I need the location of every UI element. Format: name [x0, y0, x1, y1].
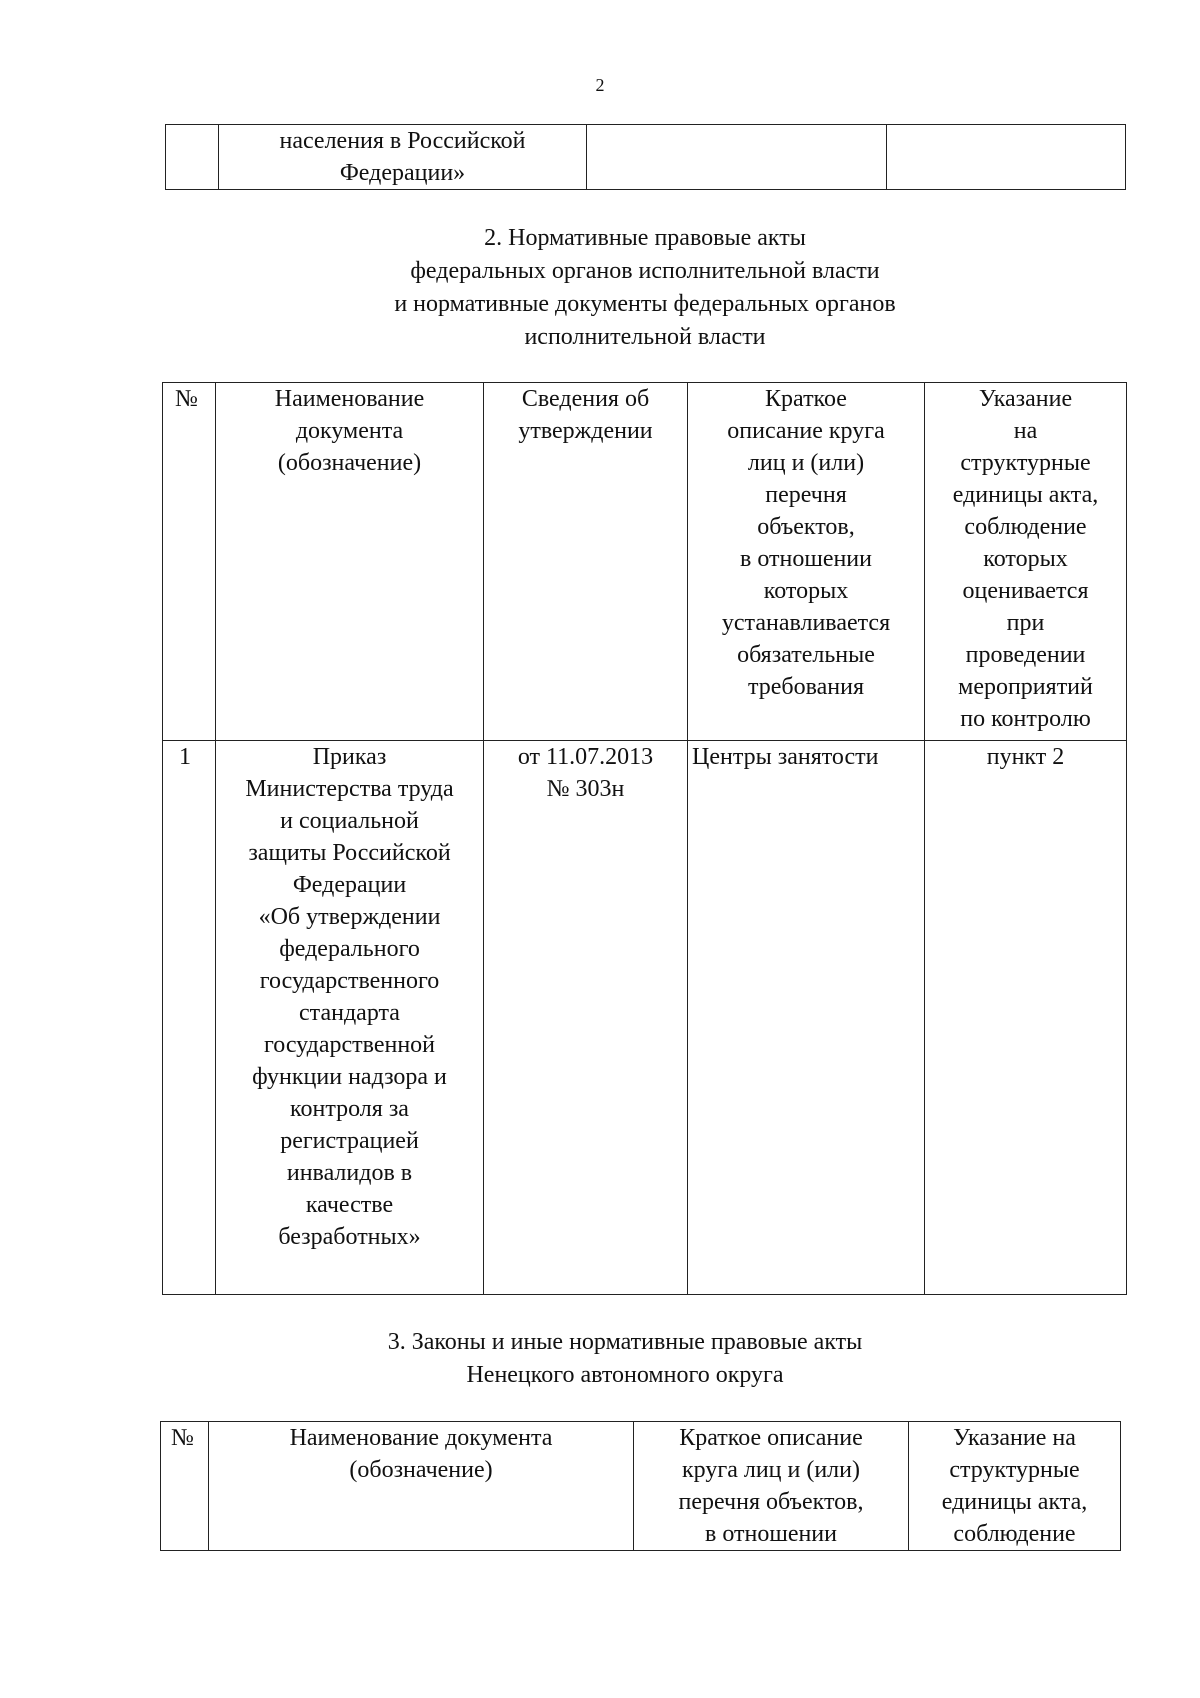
- row-num-text: 1: [179, 744, 191, 770]
- header-description: [688, 383, 925, 741]
- row-name: [216, 741, 484, 1295]
- header-num-text: №: [175, 386, 198, 412]
- document-name-cell: [219, 125, 587, 190]
- approval-cell: [587, 125, 887, 190]
- row-name-text: Приказ Министерства труда и социальной защиты Российской Федерации «Об утверждении федерального государственного стандарта государственной функции надзора и контроля за регистрацией инвалидов в качестве безработных»: [245, 744, 454, 1250]
- table-row: [166, 125, 1126, 190]
- header-units-text: Указание на структурные единицы акта, соблюдение которых оценивается при проведении мероприятий по контролю: [952, 386, 1099, 732]
- section-2-heading: 2. Нормативные правовые акты федеральных органов исполнительной власти и нормативные документы федеральных органов исполнительной власти: [394, 225, 896, 350]
- header-units: [909, 1422, 1121, 1551]
- header-name-text: Наименование документа (обозначение): [289, 1425, 553, 1483]
- header-units-text: Указание на структурные единицы акта, соблюдение: [941, 1425, 1088, 1547]
- header-num-text: №: [171, 1425, 194, 1451]
- header-name: [216, 383, 484, 741]
- table-row: [163, 741, 1127, 1295]
- section-3-heading: 3. Законы и иные нормативные правовые акты Ненецкого автономного округа: [387, 1329, 863, 1388]
- header-description-text: Краткое описание круга лиц и (или) перечня объектов, в отношении которых устанавливается обязательные требования: [721, 386, 891, 700]
- header-num: [163, 383, 216, 741]
- document-name-text: населения в Российской Федерации»: [279, 128, 526, 186]
- continuation-table: [165, 124, 1126, 190]
- header-num: [161, 1422, 209, 1551]
- row-units: [925, 741, 1127, 1295]
- row-description-text: Центры занятости: [692, 744, 879, 770]
- row-num: [163, 741, 216, 1295]
- header-approval-text: Сведения об утверждении: [518, 386, 653, 444]
- row-units-text: пункт 2: [986, 744, 1065, 770]
- header-units: [925, 383, 1127, 741]
- description-cell: [887, 125, 1126, 190]
- header-description: [634, 1422, 909, 1551]
- header-name: [209, 1422, 634, 1551]
- table-header-row: [161, 1422, 1121, 1551]
- header-description-text: Краткое описание круга лиц и (или) перечня объектов, в отношении: [678, 1425, 864, 1547]
- page-number: 2: [595, 75, 605, 95]
- header-name-text: Наименование документа (обозначение): [274, 386, 425, 476]
- row-approval: [484, 741, 688, 1295]
- row-approval-text: от 11.07.2013 № 303н: [517, 744, 654, 802]
- regional-acts-table: [160, 1421, 1121, 1551]
- table-header-row: [163, 383, 1127, 741]
- header-approval: [484, 383, 688, 741]
- num-cell: [166, 125, 219, 190]
- row-description: [688, 741, 925, 1295]
- federal-acts-table: [162, 382, 1127, 1295]
